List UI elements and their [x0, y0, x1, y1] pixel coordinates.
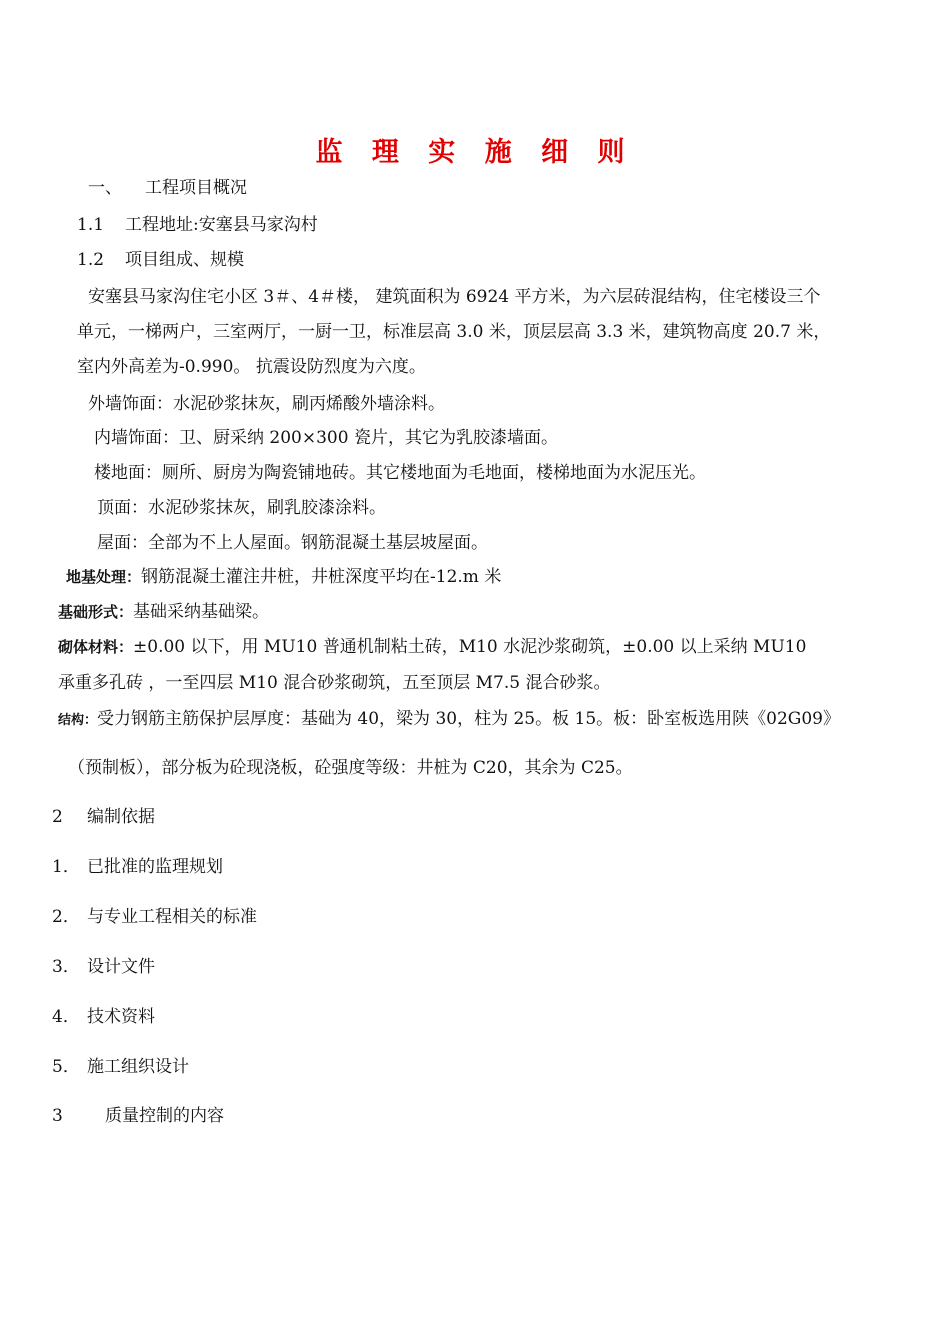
section-1-heading: 工程项目概况 — [145, 178, 247, 198]
section-3-heading: 质量控制的内容 — [105, 1106, 224, 1126]
floor-finish: 楼地面：厕所、厨房为陶瓷铺地砖。其它楼地面为毛地面，楼梯地面为水泥压光。 — [94, 463, 706, 483]
subsection-1-1-number: 1.1 — [77, 215, 105, 235]
masonry-label: 砌体材料： — [58, 638, 134, 656]
structure-text: 受力钢筋主筋保护层厚度：基础为 40，梁为 30，柱为 25。板 15。板：卧室板选用陕《02G09》 — [97, 709, 841, 729]
masonry-text: ±0.00 以下，用 MU10 普通机制粘土砖，M10 水泥沙浆砌筑，±0.00 以上采纳 MU10 — [133, 637, 807, 657]
foundation-treatment-text: 钢筋混凝土灌注井桩，井桩深度平均在-12.m 米 — [141, 567, 502, 587]
foundation-treatment-label: 地基处理： — [66, 568, 142, 586]
section-1-number: 一、 — [88, 178, 122, 198]
structure — [58, 708, 840, 732]
basis-item-4-text: 技术资料 — [87, 1007, 155, 1027]
subsection-1-2-number: 1.2 — [77, 250, 105, 270]
interior-finish: 内墙饰面：卫、厨采纳 200×300 瓷片，其它为乳胶漆墙面。 — [94, 428, 558, 448]
basis-item-2-text: 与专业工程相关的标准 — [87, 907, 257, 927]
section-2-heading: 编制依据 — [87, 807, 155, 827]
masonry — [58, 636, 806, 658]
overview-line-2: 单元，一梯两户，三室两厅，一厨一卫，标准层高 3.0 米，顶层层高 3.3 米，建筑物高度 20.7 米， — [77, 322, 831, 342]
foundation-form — [58, 601, 269, 623]
roof-finish: 屋面：全部为不上人屋面。钢筋混凝土基层坡屋面。 — [97, 533, 488, 553]
foundation-form-label: 基础形式： — [58, 603, 134, 621]
basis-item-1-number: 1． — [52, 857, 80, 877]
basis-item-2-number: 2． — [52, 907, 80, 927]
section-3-number: 3 — [52, 1106, 63, 1126]
basis-item-1-text: 已批准的监理规划 — [87, 857, 223, 877]
exterior-finish: 外墙饰面：水泥砂浆抹灰，刷丙烯酸外墙涂料。 — [88, 394, 445, 414]
structure-text-2: （预制板），部分板为砼现浇板，砼强度等级：井桩为 C20，其余为 C25。 — [68, 758, 633, 778]
basis-item-3-text: 设计文件 — [87, 957, 155, 977]
basis-item-3-number: 3． — [52, 957, 80, 977]
document-title: 监 理 实 施 细 则 — [315, 137, 635, 168]
foundation-form-text: 基础采纳基础梁。 — [133, 602, 270, 622]
overview-line-1: 安塞县马家沟住宅小区 3＃、4＃楼， 建筑面积为 6924 平方米，为六层砖混结构，住宅楼设三个 — [88, 287, 821, 307]
section-2-number: 2 — [52, 807, 63, 827]
basis-item-5-text: 施工组织设计 — [87, 1057, 189, 1077]
subsection-1-1-text: 工程地址:安塞县马家沟村 — [125, 215, 318, 235]
overview-line-3: 室内外高差为-0.990。 抗震设防烈度为六度。 — [77, 357, 426, 377]
ceiling-finish: 顶面：水泥砂浆抹灰，刷乳胶漆涂料。 — [97, 498, 386, 518]
structure-label: 结构： — [58, 713, 98, 728]
foundation-treatment — [66, 566, 501, 588]
masonry-text-2: 承重多孔砖 ，一至四层 M10 混合砂浆砌筑，五至顶层 M7.5 混合砂浆。 — [58, 673, 611, 693]
basis-item-4-number: 4． — [52, 1007, 80, 1027]
subsection-1-2-text: 项目组成、规模 — [125, 250, 244, 270]
basis-item-5-number: 5． — [52, 1057, 80, 1077]
